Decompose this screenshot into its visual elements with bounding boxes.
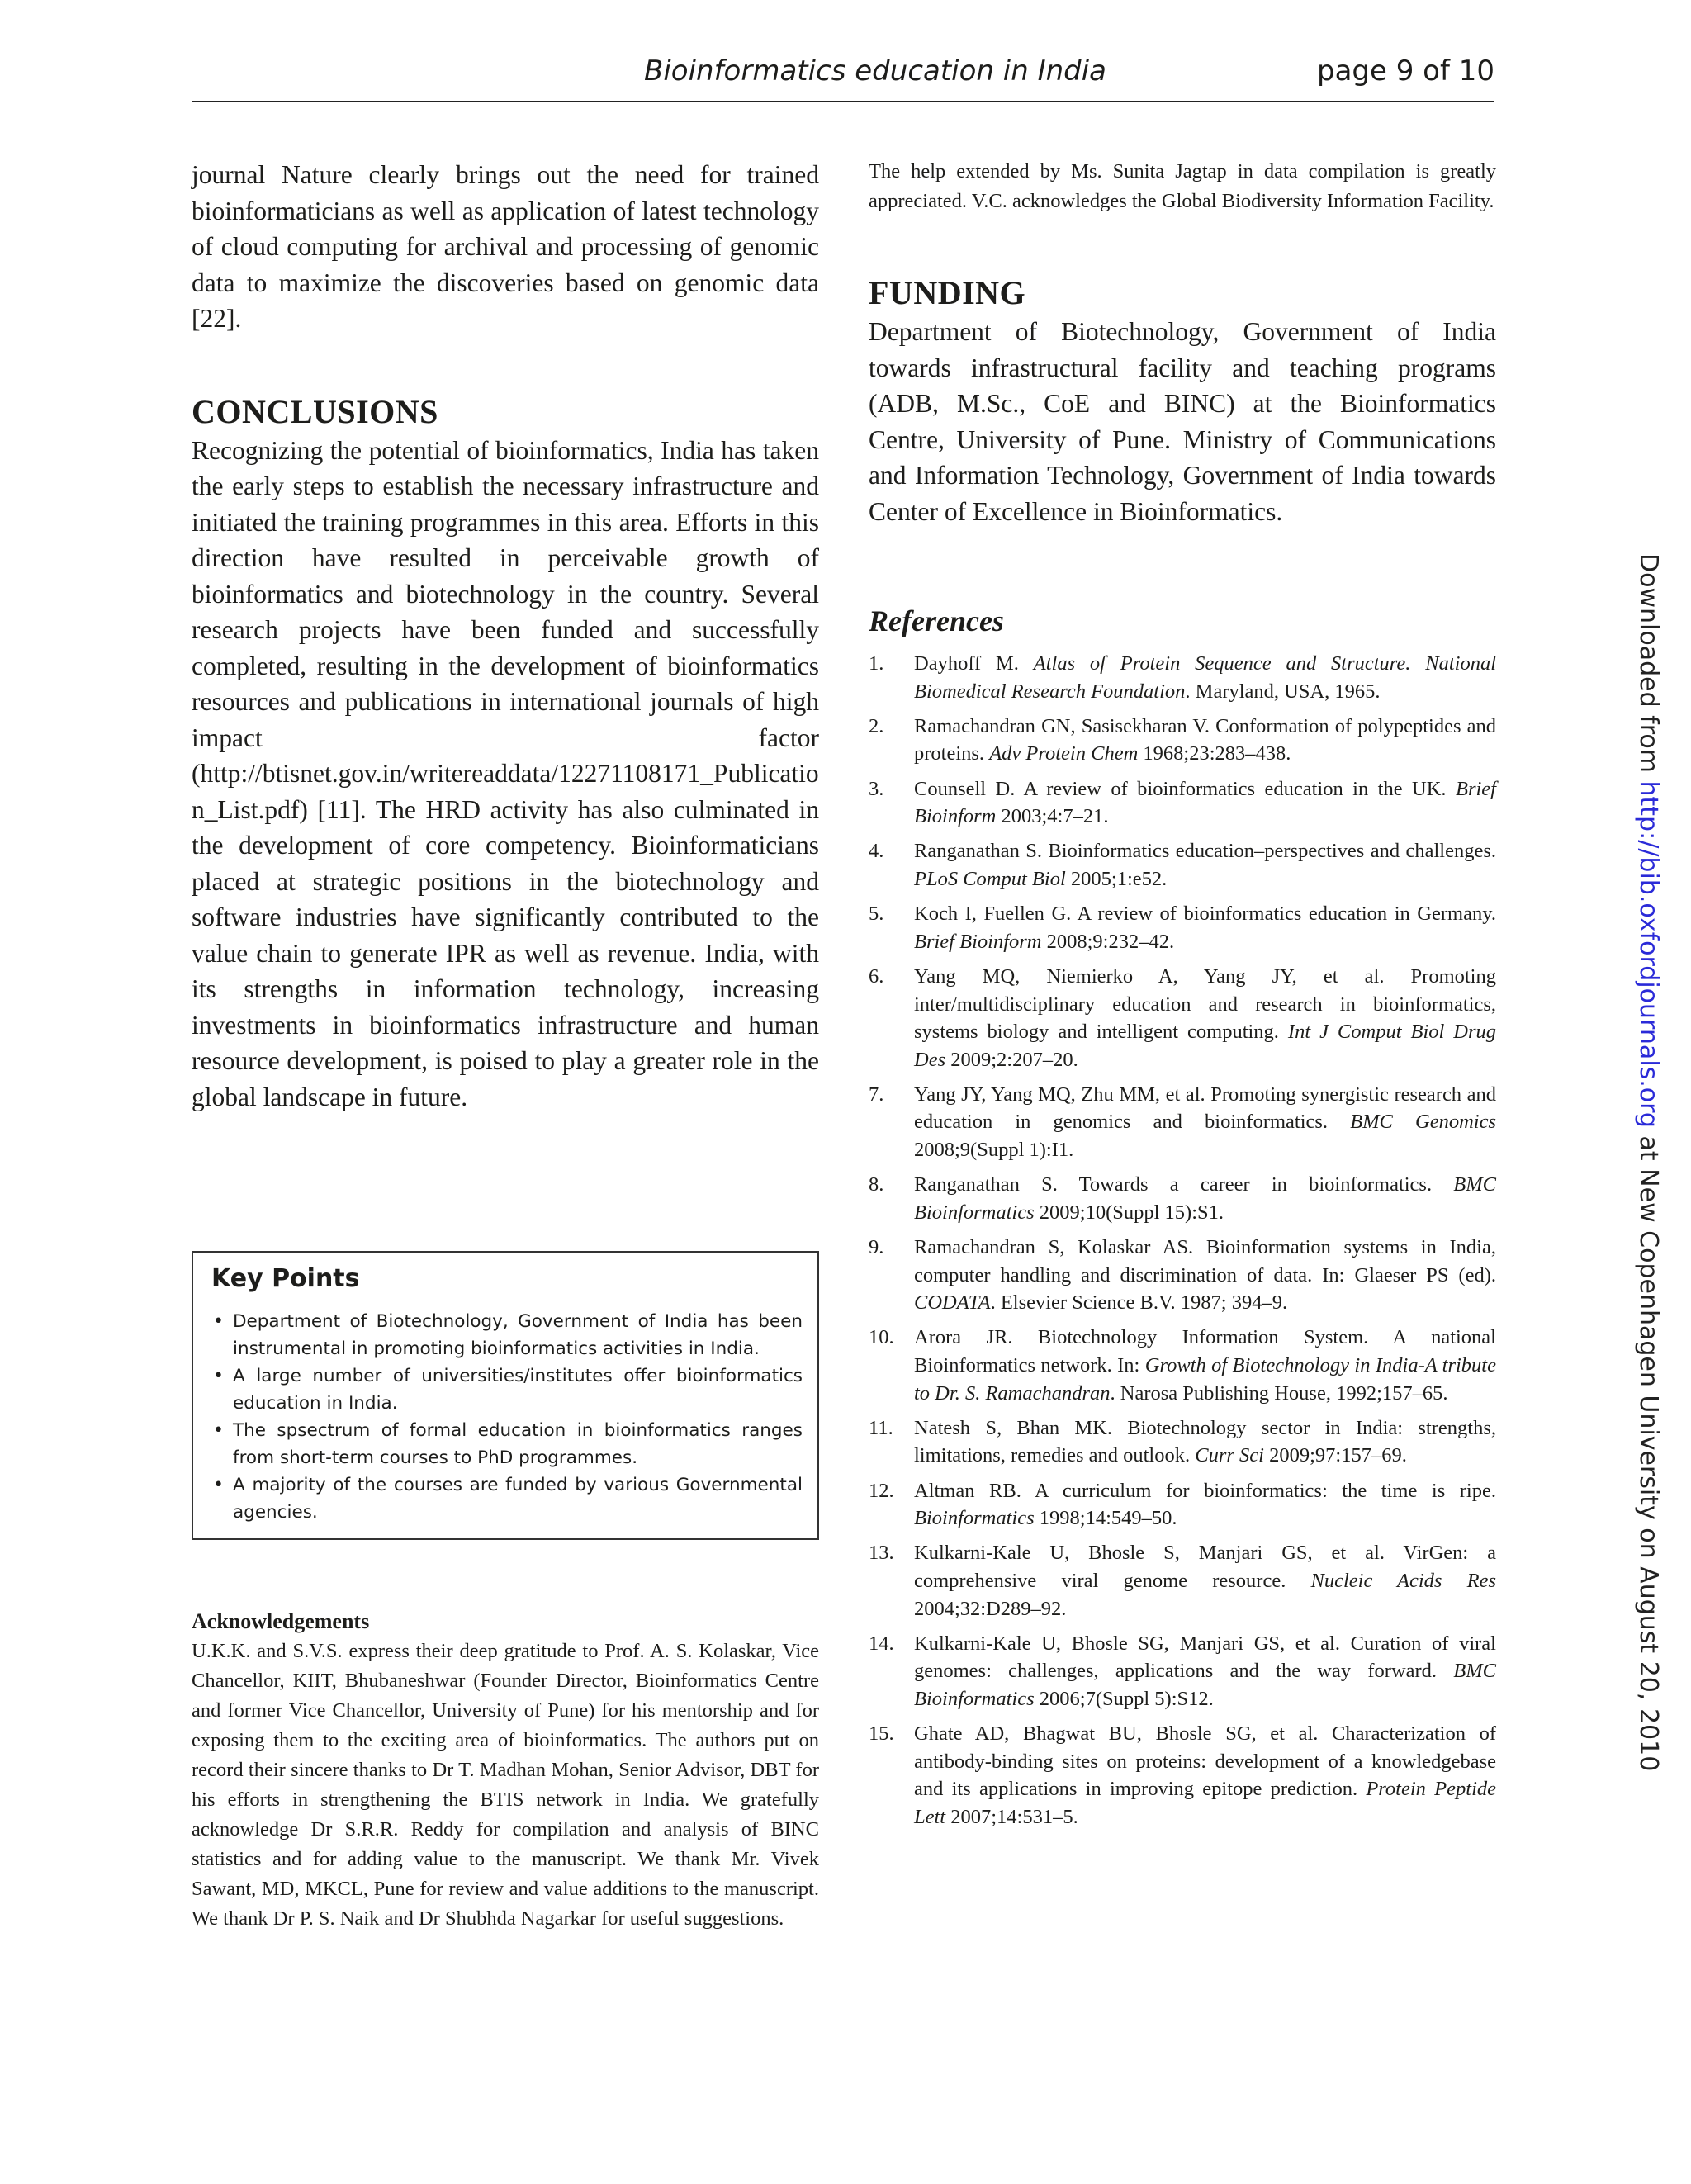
reference-details: 2008;9:232–42. <box>1041 930 1175 953</box>
key-points-list <box>210 1308 803 1526</box>
reference-authors: Altman RB. A curriculum for bioinformatics: the time is ripe. <box>914 1479 1496 1502</box>
reference-item <box>869 1477 1496 1533</box>
help-acknowledgement: The help extended by Ms. Sunita Jagtap in data compilation is greatly appreciated. V.C. acknowledges the Global Biodiversity Information Facility. <box>869 160 1496 212</box>
reference-authors: Ramachandran S, Kolaskar AS. Bioinformation systems in India, computer handling and discrimination of data. In: Glaeser PS (ed). <box>914 1236 1496 1286</box>
reference-authors: Ghate AD, Bhagwat BU, Bhosle SG, et al. Characterization of antibody-binding sites on proteins: development of a knowledgebase and its applications in improving epitope prediction. <box>914 1722 1496 1801</box>
bullet-icon: • <box>213 1311 224 1332</box>
reference-item <box>869 713 1496 768</box>
reference-item <box>869 1414 1496 1470</box>
key-points-box <box>192 1251 819 1540</box>
reference-item <box>869 1234 1496 1317</box>
key-points-title: Key Points <box>211 1264 360 1293</box>
reference-number: 6. <box>869 964 884 988</box>
reference-number: 12. <box>869 1479 894 1502</box>
reference-number: 11. <box>869 1416 893 1439</box>
running-title: Bioinformatics education in India <box>644 54 1107 88</box>
references-heading: References <box>869 604 1004 637</box>
reference-number: 13. <box>869 1542 894 1565</box>
reference-item <box>869 900 1496 955</box>
reference-authors: Yang MQ, Niemierko A, Yang JY, et al. Promoting inter/multidisciplinary education and research in bioinformatics, systems biology and intelligent computing. <box>914 964 1496 1044</box>
key-point-item: • A large number of universities/institutes offer bioinformatics education in India. <box>210 1362 803 1417</box>
acknowledgements-heading: Acknowledgements <box>192 1609 370 1633</box>
conclusions-paragraph: Recognizing the potential of bioinformatics, India has taken the early steps to establish the necessary infrastructure and initiated the training programmes in this area. Efforts in this direction have resulted in perceivable growth of bioinformatics and biotechnology in the country. Several research projects have been funded and successfully completed, resulting in the development of bioinformatics resources and publications in international journals of high impact factor (http://btisnet.gov.in/writereaddata/12271108171_Publication_List.pdf) [11]. The HRD activity has also culminated in the development of core competency. Bioinformaticians placed at strategic positions in the biotechnology and software industries have significantly contributed to the value chain to generate IPR as well as revenue. India, with its strengths in information technology, increasing investments in bioinformatics infrastructure and human resource development, is poised to play a greater role in the global landscape in future. <box>192 435 819 1111</box>
reference-item <box>869 1539 1496 1623</box>
reference-details: 2006;7(Suppl 5):S12. <box>1034 1687 1214 1710</box>
reference-authors: Ranganathan S. Towards a career in bioinformatics. <box>914 1173 1454 1196</box>
reference-item <box>869 775 1496 831</box>
page-number: page 9 of 10 <box>1316 54 1494 88</box>
reference-source: CODATA <box>914 1291 991 1315</box>
reference-authors: Koch I, Fuellen G. A review of bioinformatics education in Germany. <box>914 902 1496 926</box>
right-column <box>869 157 1496 1838</box>
reference-item <box>869 1720 1496 1831</box>
download-notice <box>1620 553 1670 1772</box>
reference-item <box>869 837 1496 893</box>
reference-details: 2005;1:e52. <box>1065 867 1168 890</box>
reference-number: 15. <box>869 1722 894 1746</box>
reference-details: 2007;14:531–5. <box>945 1805 1078 1828</box>
journal-link[interactable]: http://bib.oxfordjournals.org <box>1634 780 1663 1128</box>
download-suffix: at New Copenhagen University on August 20, 2010 <box>1634 1127 1663 1772</box>
reference-number: 1. <box>869 652 884 675</box>
reference-source: BMC Bioinformatics <box>914 1173 1496 1224</box>
reference-number: 7. <box>869 1083 884 1106</box>
reference-number: 8. <box>869 1173 884 1196</box>
reference-number: 9. <box>869 1236 884 1259</box>
reference-number: 14. <box>869 1632 894 1655</box>
reference-authors: Counsell D. A review of bioinformatics education in the UK. <box>914 777 1456 800</box>
funding-paragraph: Department of Biotechnology, Government of India towards infrastructural facility and teaching programs (ADB, M.Sc., CoE and BINC) at the Bioinformatics Centre, University of Pune. Ministry of Communications and Information Technology, Government of India towards Center of Excellence in Bioinformatics. <box>869 317 1496 526</box>
reference-details: 2009;10(Suppl 15):S1. <box>1034 1201 1224 1224</box>
reference-number: 2. <box>869 714 884 737</box>
reference-authors: Kulkarni-Kale U, Bhosle S, Manjari GS, et al. VirGen: a comprehensive viral genome resource. <box>914 1542 1496 1592</box>
reference-source: Brief Bioinform <box>914 777 1496 828</box>
reference-source: Nucleic Acids Res <box>1310 1569 1496 1592</box>
reference-number: 10. <box>869 1326 894 1349</box>
running-header <box>192 48 1494 102</box>
intro-paragraph: journal Nature clearly brings out the need for trained bioinformaticians as well as application of latest technology of cloud computing for archival and processing of genomic data to maximize the discoveries based on genomic data [22]. <box>192 160 819 333</box>
funding-heading: FUNDING <box>869 274 1026 311</box>
reference-authors: Yang JY, Yang MQ, Zhu MM, et al. Promoting synergistic research and education in genomics and bioinformatics. <box>914 1083 1496 1134</box>
reference-source: Int J Comput Biol Drug Des <box>914 1021 1496 1071</box>
reference-list <box>869 650 1496 1831</box>
reference-details: . Maryland, USA, 1965. <box>1185 680 1381 703</box>
reference-source: Adv Protein Chem <box>989 742 1139 765</box>
reference-authors: Ramachandran GN, Sasisekharan V. Conformation of polypeptides and proteins. <box>914 714 1496 765</box>
reference-authors: Arora JR. Biotechnology Information System. A national Bioinformatics network. In: <box>914 1326 1496 1376</box>
acknowledgements-section <box>192 1607 819 1934</box>
reference-source: Brief Bioinform <box>914 930 1042 953</box>
bullet-icon: • <box>213 1420 224 1441</box>
download-prefix: Downloaded from <box>1634 553 1663 781</box>
reference-details: 2003;4:7–21. <box>996 805 1109 828</box>
key-point-item: • The spsectrum of formal education in bioinformatics ranges from short-term courses to PhD programmes. <box>210 1417 803 1471</box>
reference-item <box>869 1630 1496 1713</box>
reference-item <box>869 1171 1496 1226</box>
reference-authors: Ranganathan S. Bioinformatics education–perspectives and challenges. <box>914 840 1496 863</box>
bullet-icon: • <box>213 1366 224 1386</box>
reference-source: Curr Sci <box>1195 1444 1264 1467</box>
reference-number: 5. <box>869 902 884 926</box>
reference-item <box>869 1324 1496 1407</box>
reference-item <box>869 963 1496 1073</box>
reference-source: BMC Bioinformatics <box>914 1660 1496 1710</box>
acknowledgements-text: U.K.K. and S.V.S. express their deep gratitude to Prof. A. S. Kolaskar, Vice Chancellor, KIIT, Bhubaneshwar (Founder Director, Bioinformatics Centre and former Vice Chancellor, University of Pune) for his mentorship and for exposing them to the exciting area of bioinformatics. The authors put on record their sincere thanks to Dr T. Madhan Mohan, Senior Advisor, DBT for his efforts in strengthening the BTIS network in India. We gratefully acknowledge Dr S.R.R. Reddy for compilation and analysis of BINC statistics and for adding value to the manuscript. We thank Mr. Vivek Sawant, MD, MKCL, Pune for review and value additions to the manuscript. We thank Dr P. S. Naik and Dr Shubhda Nagarkar for useful suggestions. <box>192 1640 819 1930</box>
reference-details: 2009;2:207–20. <box>945 1048 1078 1071</box>
reference-source: Bioinformatics <box>914 1507 1035 1530</box>
bullet-icon: • <box>213 1475 224 1495</box>
reference-source: Atlas of Protein Sequence and Structure. National Biomedical Research Foundation <box>914 652 1497 703</box>
reference-number: 3. <box>869 777 884 800</box>
reference-authors: Kulkarni-Kale U, Bhosle SG, Manjari GS, et al. Curation of viral genomes: challenges, applications and the way forward. <box>914 1632 1496 1683</box>
reference-source: BMC Genomics <box>1350 1111 1496 1134</box>
reference-details: . Elsevier Science B.V. 1987; 394–9. <box>990 1291 1288 1315</box>
left-column <box>192 157 819 1115</box>
reference-details: . Narosa Publishing House, 1992;157–65. <box>1110 1381 1448 1405</box>
reference-number: 4. <box>869 840 884 863</box>
reference-source: Growth of Biotechnology in India-A tribute to Dr. S. Ramachandran <box>914 1354 1496 1405</box>
conclusions-heading: CONCLUSIONS <box>192 392 438 430</box>
reference-item <box>869 650 1496 705</box>
reference-details: 1968;23:283–438. <box>1138 742 1291 765</box>
reference-item <box>869 1081 1496 1164</box>
reference-details: 2009;97:157–69. <box>1263 1444 1407 1467</box>
reference-source: PLoS Comput Biol <box>914 867 1066 890</box>
key-point-item: • A majority of the courses are funded by various Governmental agencies. <box>210 1471 803 1526</box>
reference-details: 1998;14:549–50. <box>1034 1507 1177 1530</box>
reference-details: 2004;32:D289–92. <box>914 1597 1067 1620</box>
reference-details: 2008;9(Suppl 1):I1. <box>914 1139 1074 1162</box>
reference-source: Protein Peptide Lett <box>914 1778 1496 1828</box>
key-point-item: • Department of Biotechnology, Government of India has been instrumental in promoting bioinformatics activities in India. <box>210 1308 803 1362</box>
reference-authors: Dayhoff M. <box>914 652 1034 675</box>
reference-authors: Natesh S, Bhan MK. Biotechnology sector in India: strengths, limitations, remedies and outlook. <box>914 1416 1496 1467</box>
